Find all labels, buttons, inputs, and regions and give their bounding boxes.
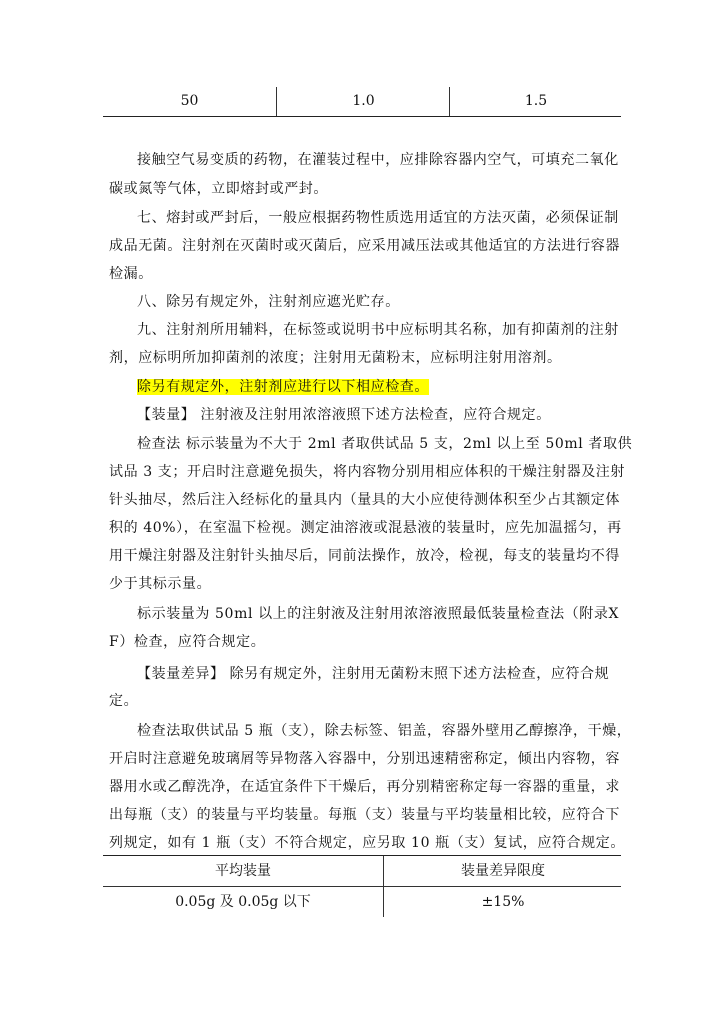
- text-line: F）检查，应符合规定。: [109, 634, 266, 650]
- text-line: 接触空气易变质的药物，在灌装过程中，应排除容器内空气，可填充二氧化: [137, 152, 619, 168]
- text-line: 检漏。: [109, 266, 153, 282]
- table-cell: 1.0: [276, 87, 450, 116]
- text-line: 检查法取供试品 5 瓶（支），除去标签、铝盖，容器外壁用乙醇擦净，干燥，: [137, 723, 632, 739]
- text-line: 【装量】 注射液及注射用浓溶液照下述方法检查，应符合规定。: [137, 407, 551, 423]
- column-header: 装量差异限度: [383, 856, 622, 886]
- table-cell: ±15%: [383, 887, 622, 917]
- text-line: 开启时注意避免玻璃屑等异物落入容器中，分别迅速精密称定，倾出内容物，容: [109, 751, 620, 767]
- dosage-table-fragment: [103, 87, 621, 117]
- text-line: 试品 3 支；开启时注意避免损失，将内容物分别用相应体积的干燥注射器及注射: [109, 464, 626, 480]
- table-cell: 50: [180, 93, 199, 109]
- highlighted-text-line: [137, 375, 657, 399]
- text-line: 【装量差异】 除另有规定外，注射用无菌粉末照下述方法检查，应符合规: [137, 666, 610, 682]
- table-row: [103, 887, 621, 917]
- text-line: 出每瓶（支）的装量与平均装量。每瓶（支）装量与平均装量相比较，应符合下: [109, 807, 620, 823]
- text-line: 定。: [109, 693, 139, 709]
- text-line: 积的 40%），在室温下检视。测定油溶液或混悬液的装量时，应先加温摇匀，再: [109, 520, 622, 536]
- text-line: 用干燥注射器及注射针头抽尽后，同前法操作，放冷，检视，每支的装量均不得: [109, 548, 620, 564]
- text-line: 九、注射剂所用辅料，在标签或说明书中应标明其名称，加有抑菌剂的注射: [137, 322, 619, 338]
- loading-variation-table: [103, 855, 621, 917]
- text-line: 成品无菌。注射剂在灭菌时或灭菌后，应采用减压法或其他适宜的方法进行容器: [109, 238, 620, 254]
- highlight-mark: 除另有规定外，注射剂应进行以下相应检查。: [137, 379, 429, 395]
- text-line: 器用水或乙醇洗净，在适宜条件下干燥后，再分别精密称定每一容器的重量，求: [109, 779, 620, 795]
- text-line: 碳或氮等气体，立即熔封或严封。: [109, 181, 328, 197]
- table-header-row: [103, 855, 621, 887]
- column-header: 平均装量: [215, 863, 271, 879]
- text-line: 针头抽尽，然后注入经标化的量具内（量具的大小应使待测体积至少占其额定体: [109, 492, 620, 508]
- text-line: 列规定，如有 1 瓶（支）不符合规定，应另取 10 瓶（支）复试，应符合规定。: [109, 835, 625, 851]
- text-line: 八、除另有规定外，注射剂应遮光贮存。: [137, 294, 400, 310]
- table-cell: 0.05g 及 0.05g 以下: [175, 894, 311, 910]
- text-line: 剂，应标明所加抑菌剂的浓度；注射用无菌粉末，应标明注射用溶剂。: [109, 350, 562, 366]
- text-line: 检查法 标示装量为不大于 2ml 者取供试品 5 支，2ml 以上至 50ml 者取供: [137, 436, 633, 452]
- text-line: 标示装量为 50ml 以上的注射液及注射用浓溶液照最低装量检查法（附录Ⅹ: [137, 606, 620, 622]
- text-line: 七、熔封或严封后，一般应根据药物性质选用适宜的方法灭菌，必须保证制: [137, 210, 619, 226]
- table-cell: 1.5: [449, 87, 622, 116]
- text-line: 少于其标示量。: [109, 576, 212, 592]
